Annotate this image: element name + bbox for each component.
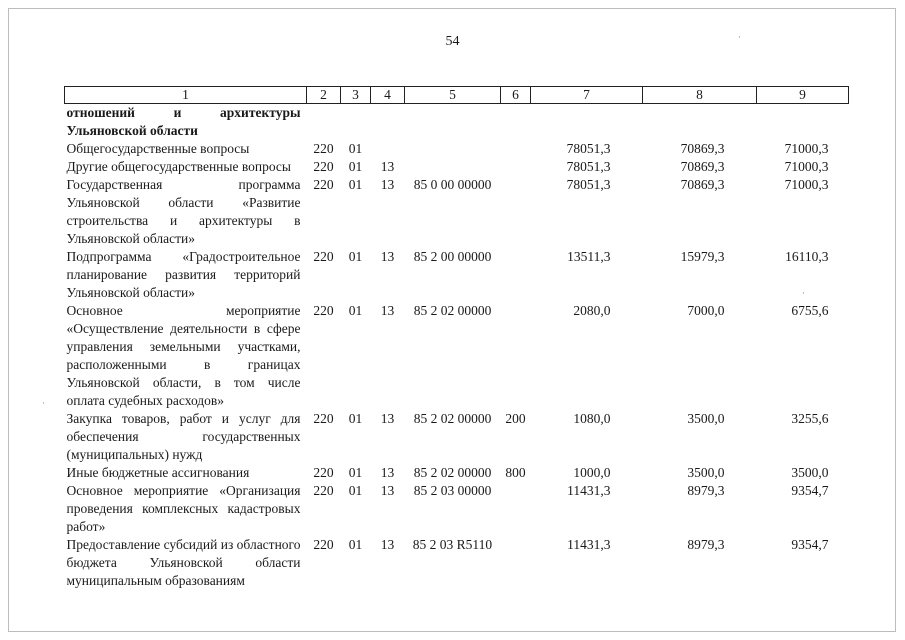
cell-target-article: 85 2 03 R5110 — [412, 537, 493, 552]
table-row — [65, 302, 849, 410]
cell-amount-col8: 8979,3 — [687, 537, 725, 552]
table-row — [65, 410, 849, 464]
cell-admin-code: 220 — [313, 303, 334, 318]
cell-section-code: 01 — [348, 159, 363, 174]
cell-section-code: 01 — [348, 465, 363, 480]
cell-target-article — [405, 104, 501, 141]
cell-subsection-code: 13 — [380, 537, 395, 552]
cell-amount-col9: 9354,7 — [791, 483, 829, 498]
cell-admin-code: 220 — [313, 177, 334, 192]
table-row — [65, 464, 849, 482]
cell-amount-col7: 11431,3 — [567, 483, 611, 498]
cell-amount-col9: 3255,6 — [791, 411, 829, 426]
cell-amount-col7: 78051,3 — [566, 159, 611, 174]
cell-subsection-code — [371, 140, 405, 158]
cell-amount-col8: 7000,0 — [687, 303, 725, 318]
cell-amount-col9: 3500,0 — [791, 465, 829, 480]
cell-target-article: 85 2 03 00000 — [413, 483, 492, 498]
cell-expense-type — [501, 140, 531, 158]
table-row — [65, 104, 849, 141]
column-header: 3 — [341, 87, 371, 104]
cell-admin-code: 220 — [313, 483, 334, 498]
column-header: 2 — [307, 87, 341, 104]
column-header: 7 — [531, 87, 643, 104]
row-description: Основное мероприятие «Осуществление деятельности в сфере управления земельными участками, расположенными в границах Ульяновской области, в том числе оплата судебных расходов» — [66, 303, 301, 408]
cell-target-article: 85 2 00 00000 — [413, 249, 492, 264]
row-description: Общегосударственные вопросы — [66, 141, 250, 156]
cell-subsection-code: 13 — [380, 159, 395, 174]
row-description: Другие общегосударственные вопросы — [66, 159, 291, 174]
column-header: 1 — [65, 87, 307, 104]
cell-section-code — [341, 104, 371, 141]
column-header: 8 — [643, 87, 757, 104]
cell-amount-col8: 3500,0 — [687, 465, 725, 480]
table-row — [65, 536, 849, 590]
cell-amount-col8: 70869,3 — [680, 177, 725, 192]
cell-section-code: 01 — [348, 141, 363, 156]
row-description: Иные бюджетные ассигнования — [66, 465, 250, 480]
cell-expense-type: 800 — [505, 465, 526, 480]
page-number: 54 — [445, 34, 460, 49]
row-description: Подпрограмма «Градостроительное планирование развития территорий Ульяновской области» — [66, 249, 301, 300]
cell-admin-code: 220 — [313, 411, 334, 426]
column-header: 4 — [371, 87, 405, 104]
cell-amount-col8 — [643, 104, 757, 141]
cell-section-code: 01 — [348, 177, 363, 192]
cell-amount-col7 — [531, 104, 643, 141]
cell-section-code: 01 — [348, 303, 363, 318]
cell-expense-type — [501, 536, 531, 590]
row-description: Закупка товаров, работ и услуг для обеспечения государственных (муниципальных) нужд — [66, 411, 301, 462]
cell-target-article — [405, 158, 501, 176]
cell-amount-col8: 15979,3 — [680, 249, 725, 264]
cell-amount-col7: 78051,3 — [566, 177, 611, 192]
cell-amount-col9: 16110,3 — [785, 249, 829, 264]
table-row — [65, 248, 849, 302]
column-header: 5 — [405, 87, 501, 104]
column-header: 6 — [501, 87, 531, 104]
cell-amount-col8: 70869,3 — [680, 159, 725, 174]
cell-admin-code: 220 — [313, 465, 334, 480]
cell-amount-col7: 1080,0 — [573, 411, 611, 426]
cell-target-article: 85 0 00 00000 — [413, 177, 492, 192]
cell-expense-type — [501, 482, 531, 536]
cell-expense-type — [501, 248, 531, 302]
cell-subsection-code: 13 — [380, 249, 395, 264]
cell-amount-col9: 6755,6 — [791, 303, 829, 318]
row-description: Основное мероприятие «Организация проведения комплексных кадастровых работ» — [66, 483, 301, 534]
cell-target-article: 85 2 02 00000 — [413, 303, 492, 318]
cell-amount-col9: 71000,3 — [784, 159, 829, 174]
cell-subsection-code — [371, 104, 405, 141]
cell-admin-code: 220 — [313, 141, 334, 156]
table-row — [65, 140, 849, 158]
cell-subsection-code: 13 — [380, 483, 395, 498]
cell-subsection-code: 13 — [380, 465, 395, 480]
row-description: Государственная программа Ульяновской области «Развитие строительства и архитектуры в Ульяновской области» — [66, 177, 301, 246]
cell-subsection-code: 13 — [380, 303, 395, 318]
scan-speck: · — [738, 32, 741, 42]
cell-amount-col8: 8979,3 — [687, 483, 725, 498]
cell-amount-col8: 70869,3 — [680, 141, 725, 156]
cell-expense-type — [501, 302, 531, 410]
cell-expense-type — [501, 158, 531, 176]
row-description: отношений и архитектуры Ульяновской области — [66, 105, 301, 138]
cell-section-code: 01 — [348, 483, 363, 498]
cell-amount-col8: 3500,0 — [687, 411, 725, 426]
cell-amount-col9: 9354,7 — [791, 537, 829, 552]
budget-table — [64, 86, 849, 590]
cell-section-code: 01 — [348, 249, 363, 264]
cell-subsection-code: 13 — [380, 411, 395, 426]
cell-amount-col7: 78051,3 — [566, 141, 611, 156]
cell-target-article: 85 2 02 00000 — [413, 465, 492, 480]
cell-amount-col7: 11431,3 — [567, 537, 611, 552]
cell-amount-col9 — [757, 104, 849, 141]
table-row — [65, 158, 849, 176]
cell-target-article: 85 2 02 00000 — [413, 411, 492, 426]
cell-admin-code — [307, 104, 341, 141]
row-description: Предоставление субсидий из областного бюджета Ульяновской области муниципальным образованиям — [66, 537, 301, 588]
cell-amount-col7: 13511,3 — [567, 249, 611, 264]
cell-expense-type: 200 — [505, 411, 526, 426]
cell-section-code: 01 — [348, 411, 363, 426]
cell-section-code: 01 — [348, 537, 363, 552]
cell-admin-code: 220 — [313, 159, 334, 174]
cell-target-article — [405, 140, 501, 158]
scan-speck: · — [42, 398, 45, 408]
table-header-row — [65, 87, 849, 104]
cell-admin-code: 220 — [313, 249, 334, 264]
cell-amount-col9: 71000,3 — [784, 141, 829, 156]
cell-amount-col7: 1000,0 — [573, 465, 611, 480]
cell-expense-type — [501, 104, 531, 141]
scan-speck: · — [802, 288, 805, 298]
table-row — [65, 482, 849, 536]
cell-amount-col9: 71000,3 — [784, 177, 829, 192]
cell-admin-code: 220 — [313, 537, 334, 552]
table-row — [65, 176, 849, 248]
cell-amount-col7: 2080,0 — [573, 303, 611, 318]
cell-subsection-code: 13 — [380, 177, 395, 192]
cell-expense-type — [501, 176, 531, 248]
table-body — [65, 104, 849, 591]
column-header: 9 — [757, 87, 849, 104]
